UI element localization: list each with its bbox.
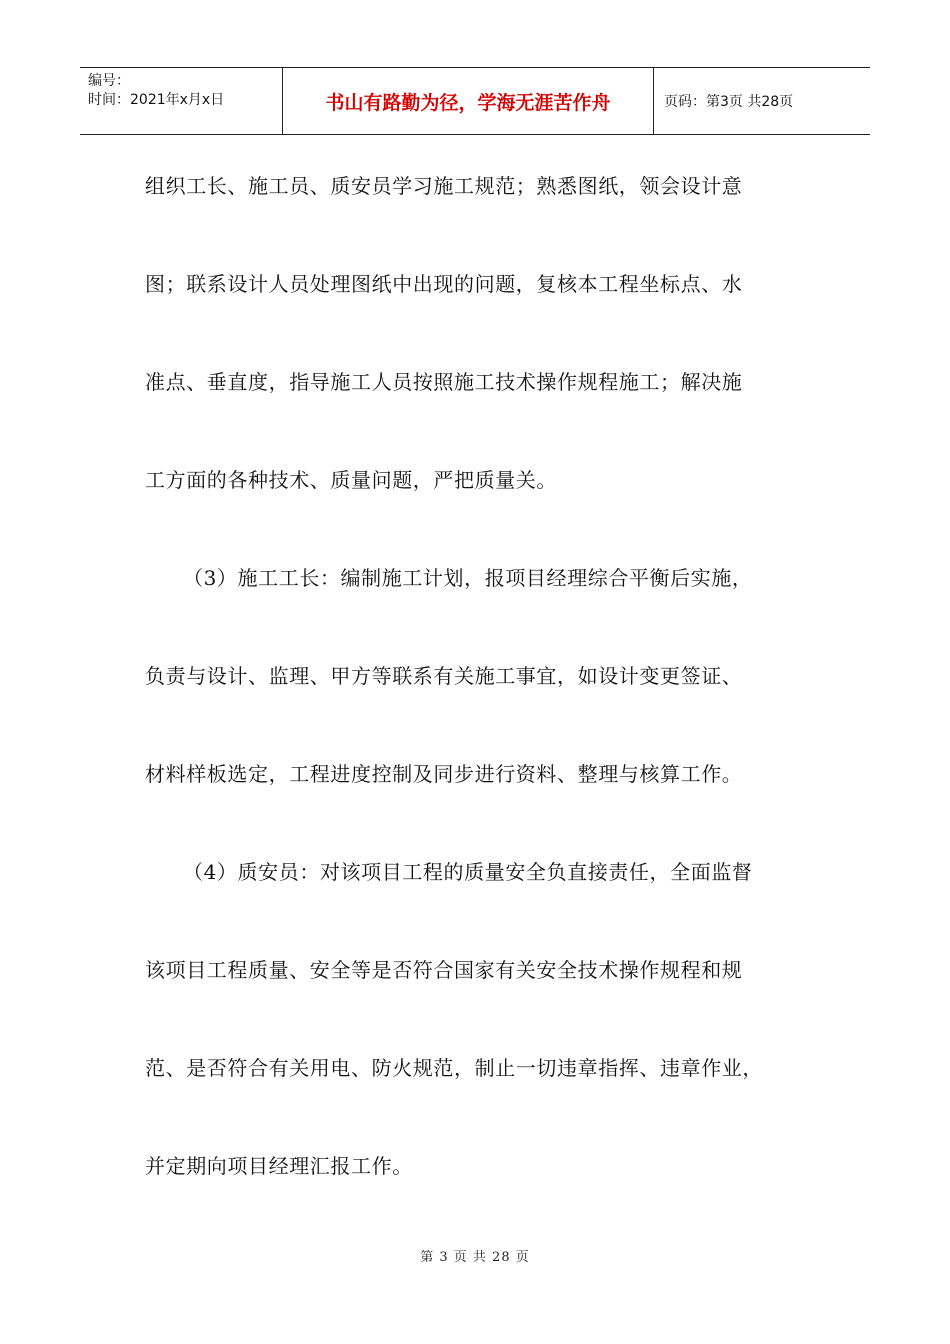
body-line: 图；联系设计人员处理图纸中出现的问题，复核本工程坐标点、水 — [145, 272, 743, 296]
body-line: （3）施工工长：编制施工计划，报项目经理综合平衡后实施， — [183, 566, 753, 590]
header-meta — [80, 68, 282, 134]
page-header — [80, 67, 870, 135]
body-line: 该项目工程质量、安全等是否符合国家有关安全技术操作规程和规 — [145, 958, 743, 982]
body-line: 准点、垂直度，指导施工人员按照施工技术操作规程施工；解决施 — [145, 370, 743, 394]
body-line: 组织工长、施工员、质安员学习施工规范；熟悉图纸，领会设计意 — [145, 174, 743, 198]
document-date: 时间：2021年x月x日 — [88, 92, 225, 108]
body-line: 工方面的各种技术、质量问题，严把质量关。 — [145, 468, 557, 492]
body-line: （4）质安员：对该项目工程的质量安全负直接责任，全面监督 — [183, 860, 753, 884]
body-line: 负责与设计、监理、甲方等联系有关施工事宜，如设计变更签证、 — [145, 664, 743, 688]
header-page-info: 页码：第3页 共28页 — [664, 94, 794, 110]
header-motto: 书山有路勤为径，学海无涯苦作舟 — [282, 68, 654, 134]
body-line: 范、是否符合有关用电、防火规范，制止一切违章指挥、违章作业， — [145, 1056, 763, 1080]
document-number-label: 编号： — [88, 73, 130, 89]
document-body — [145, 160, 817, 1238]
page-footer: 第 3 页 共 28 页 — [420, 1250, 530, 1265]
body-line: 并定期向项目经理汇报工作。 — [145, 1154, 413, 1178]
body-line: 材料样板选定，工程进度控制及同步进行资料、整理与核算工作。 — [145, 762, 743, 786]
